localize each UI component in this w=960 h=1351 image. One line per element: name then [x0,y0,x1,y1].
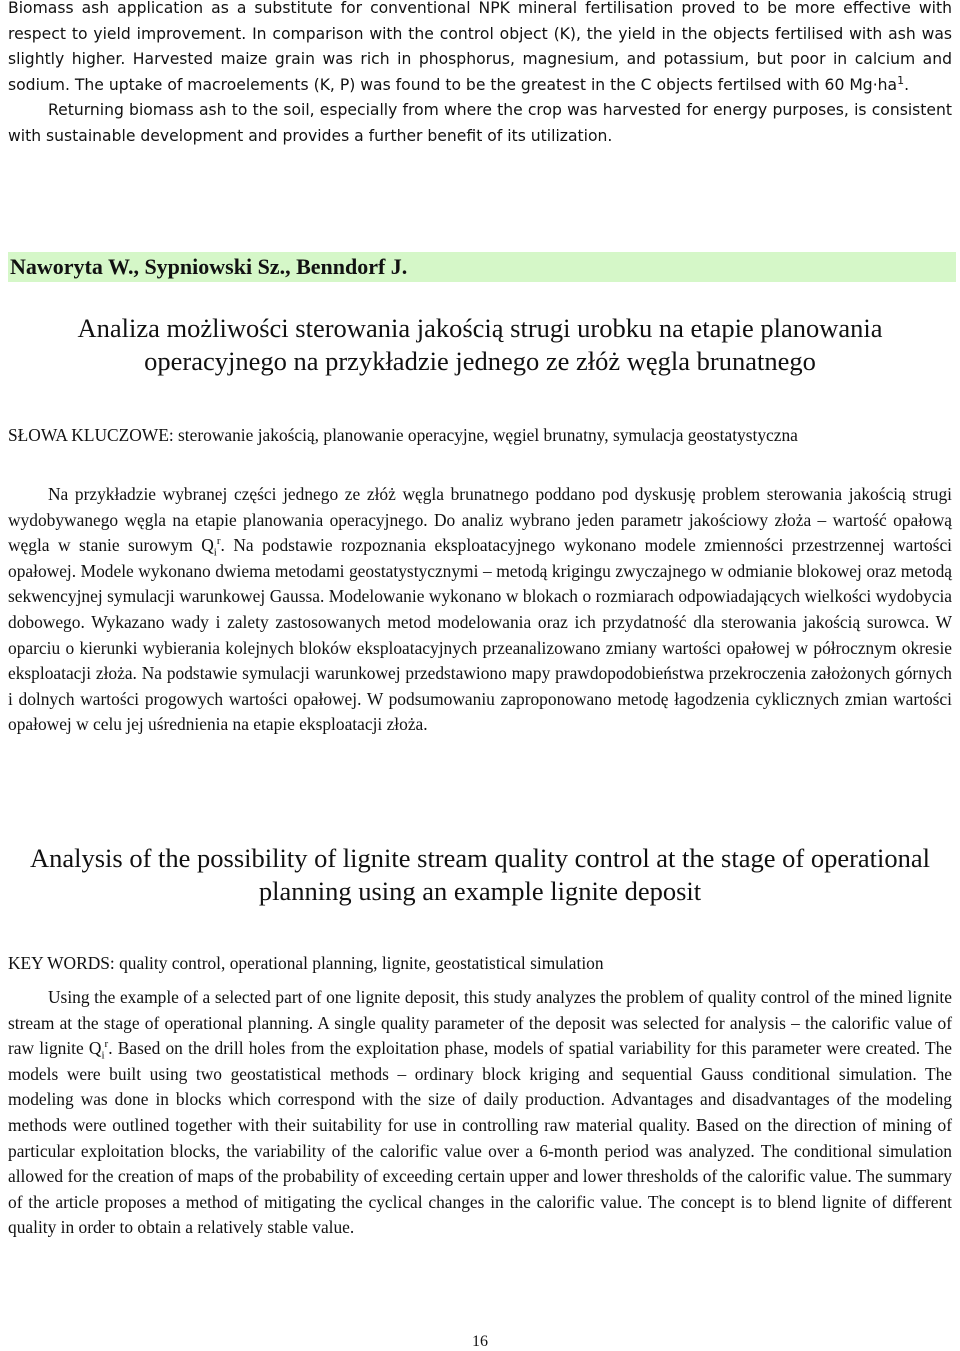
polish-abstract [8,482,952,738]
english-title: Analysis of the possibility of lignite stream quality control at the stage of operational planning using an example lignite deposit [29,843,931,906]
authors-banner: Naworyta W., Sypniowski Sz., Benndorf J. [8,252,956,282]
english-abstract-text-a: Using the example of a selected part of one lignite deposit, this study analyzes the problem of quality control of the mined lignite stream at the stage of operational planning. A single quality parameter of the deposit was selected for analysis – the calorific value of raw lignite Q [8,987,952,1059]
page-number: 16 [472,1333,488,1350]
polish-subscript: i [213,546,217,559]
previous-abstract-text-1: Biomass ash application as a substitute for conventional NPK mineral fertilisation proved to be more effective with respect to yield improvement. In comparison with the control object (K), the yield in the objects fertilised with ash was slightly higher. Harvested maize grain was rich in phosphorus, magnesium, and potassium, but poor in calcium and sodium. The uptake of macroelements (K, P) was found to be the greatest in the C objects fertilsed with 60 Mg·ha [8,0,952,94]
polish-keywords: SŁOWA KLUCZOWE: sterowanie jakością, planowanie operacyjne, węgiel brunatny, symulacja geostatystyczna [8,425,798,446]
english-subscript: i [101,1049,105,1062]
polish-superscript: r [216,535,221,548]
english-abstract [8,985,952,1241]
english-abstract-text-b: . Based on the drill holes from the exploitation phase, models of spatial variability for this parameter were created. The models were built using two geostatistical methods – ordinary block kriging and sequential Gauss conditional simulation. The modeling was done in blocks which correspond with the size of daily production. Advantages and disadvantages of the modeling methods were outlined together with their suitability for use in controlling raw material quality. Based on the direction of mining of particular exploitation blocks, the variability of the calorific value over a 6-month period was analyzed. The conditional simulation allowed for the creation of maps of the probability of exceeding certain upper and lower thresholds of the calorific value. The summary of the article proposes a method of mitigating the cyclical changes in the calorific value. The concept is to blend lignite of different quality in order to obtain a relatively stable value. [8,1038,952,1238]
polish-title: Analiza możliwości sterowania jakością strugi urobku na etapie planowania operacyjnego na przykładzie jednego ze złóż węgla brunatnego [77,313,883,376]
previous-abstract-period: . [904,75,910,94]
english-keywords: KEY WORDS: quality control, operational planning, lignite, geostatistical simulation [8,953,604,974]
polish-abstract-text-a: Na przykładzie wybranej części jednego ze złóż węgla brunatnego poddano pod dyskusję problem sterowania jakością strugi wydobywanego węgla na etapie planowania operacyjnego. Do analiz wybrano jeden parametr jakościowy złoża – wartość opałową węgla w stanie surowym Q [8,484,952,556]
previous-abstract-end [8,0,952,150]
polish-abstract-text-b: . Na podstawie rozpoznania eksploatacyjnego wykonano modele zmienności przestrzennej wartości opałowej. Modele wykonano dwiema metodami geostatystycznymi – metodą krigingu zwyczajnego w odmianie blokowej oraz metodą sekwencyjnej symulacji warunkowej Gaussa. Modelowanie wykonano w blokach o rozmiarach odpowiadających wielkości wydobycia dobowego. Wykazano wady i zalety zastosowanych metod modelowania oraz ich przydatność dla sterowania jakością surowca. W oparciu o kierunki wybierania kolejnych bloków eksploatacyjnych przeanalizowano zmiany wartości opałowej w półrocznym okresie eksploatacji złoża. Na podstawie symulacji warunkowej przedstawiono mapy prawdopodobieństwa przekroczenia założonych górnych i dolnych wartości progowych wartości opałowej. W podsumowaniu zaproponowano metodę łagodzenia cyklicznych zmian wartości opałowej w celu jej uśrednienia na etapie eksploatacji złoża. [8,535,952,735]
english-superscript: r [104,1038,109,1051]
unit-exponent: 1 [897,73,905,87]
previous-abstract-paragraph-2: Returning biomass ash to the soil, especially from where the crop was harvested for energy purposes, is consistent with sustainable development and provides a further benefit of its utilization. [8,101,952,145]
previous-abstract-paragraph-1 [8,0,952,98]
